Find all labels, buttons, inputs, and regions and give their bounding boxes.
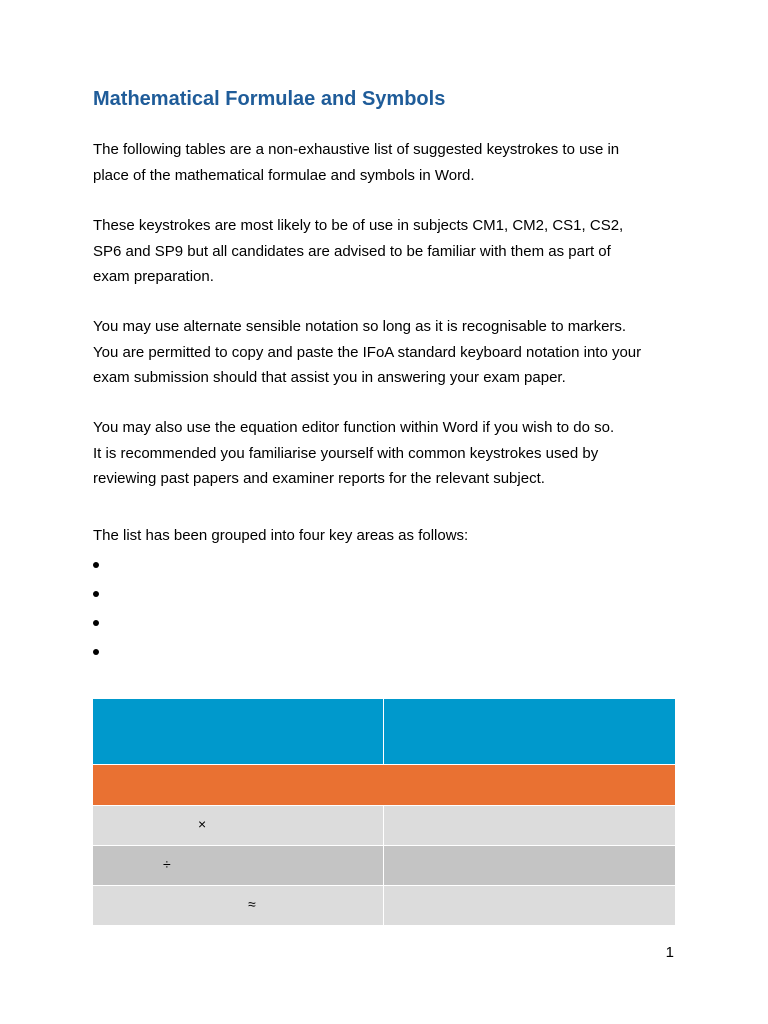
- notation-paragraph: [93, 314, 693, 391]
- intro-paragraph: [93, 137, 693, 188]
- text-line: You are permitted to copy and paste the IFoA standard keyboard notation into your: [93, 343, 642, 361]
- divide-symbol: ÷: [163, 856, 171, 872]
- symbol-cell: [93, 806, 383, 846]
- subjects-paragraph: [93, 213, 693, 290]
- approx-symbol: ≈: [248, 896, 256, 912]
- table-row: [93, 846, 675, 886]
- symbol-cell: [93, 886, 383, 926]
- text-line: exam submission should that assist you in answering your exam paper.: [93, 369, 566, 386]
- bullet-icon: [93, 591, 99, 597]
- text-line: The following tables are a non-exhaustive list of suggested keystrokes to use in: [93, 141, 620, 158]
- text-line: SP6 and SP9 but all candidates are advised to be familiar with them as part of: [93, 242, 611, 260]
- symbol-cell: [93, 846, 383, 886]
- text-line: You may use alternate sensible notation so long as it is recognisable to markers.: [93, 318, 627, 335]
- text-line: reviewing past papers and examiner reports for the relevant subject.: [93, 470, 545, 487]
- text-line: The list has been grouped into four key areas as follows:: [93, 527, 469, 544]
- table-header-row: [93, 699, 675, 765]
- text-line: It is recommended you familiarise yourself with common keystrokes used by: [93, 444, 599, 462]
- bullet-icon: [93, 562, 99, 568]
- symbols-table: [93, 699, 675, 925]
- table-row: [93, 806, 675, 846]
- text-line: exam preparation.: [93, 268, 214, 285]
- text-line: These keystrokes are most likely to be of use in subjects CM1, CM2, CS1, CS2,: [93, 217, 624, 234]
- equation-editor-paragraph: [93, 415, 693, 492]
- table-section-row: [93, 765, 675, 806]
- text-line: place of the mathematical formulae and symbols in Word.: [93, 166, 475, 184]
- multiply-symbol: ×: [198, 816, 207, 832]
- page-title: Mathematical Formulae and Symbols: [93, 88, 446, 110]
- keystroke-cell: [383, 806, 675, 846]
- table-header-cell: [93, 699, 383, 765]
- page-number: 1: [665, 944, 674, 961]
- table-row: [93, 886, 675, 926]
- table-header-cell: [383, 699, 675, 765]
- keystroke-cell: [383, 846, 675, 886]
- table-section-cell: [93, 765, 675, 806]
- text-line: You may also use the equation editor function within Word if you wish to do so.: [93, 419, 615, 436]
- grouping-paragraph: [93, 523, 693, 549]
- bullet-icon: [93, 649, 99, 655]
- keystroke-cell: [383, 886, 675, 926]
- bullet-icon: [93, 620, 99, 626]
